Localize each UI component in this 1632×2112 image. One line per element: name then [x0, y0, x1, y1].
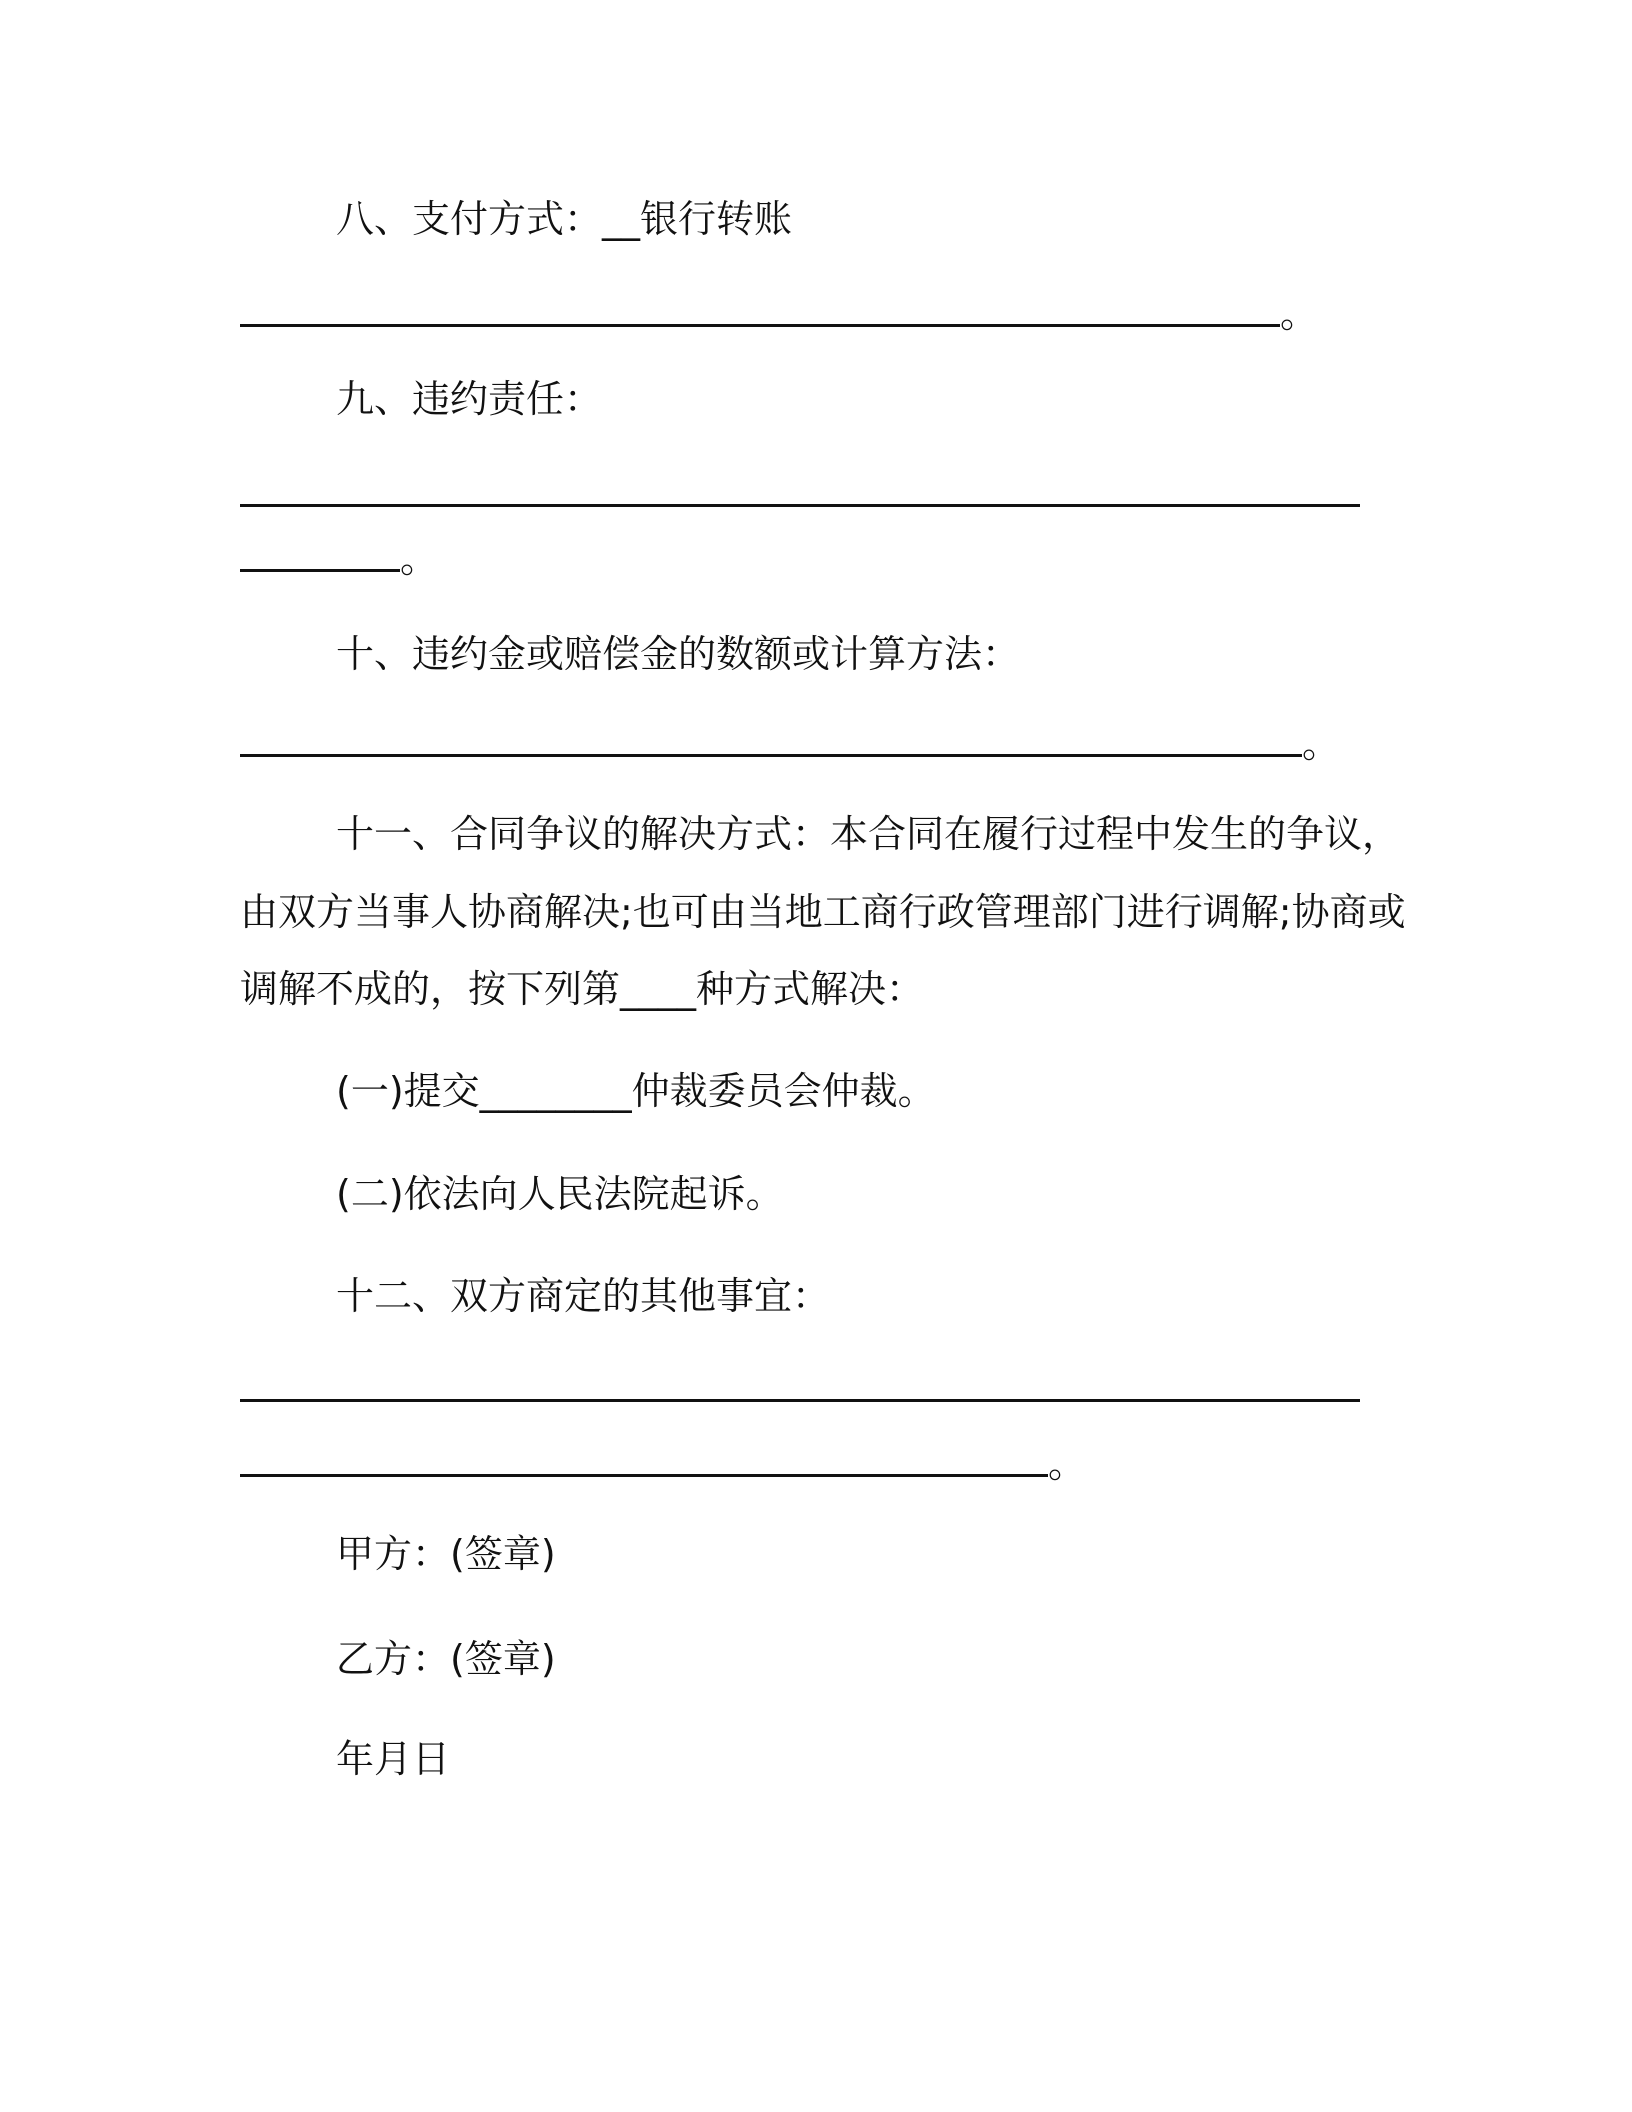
period-mark: 。	[1280, 292, 1319, 336]
clause-12-blank-line-2	[240, 1440, 1086, 1488]
fill-in-underline	[240, 1371, 1360, 1402]
clause-11-option-2: (二)依法向人民法院起诉。	[336, 1172, 784, 1216]
fill-in-underline	[240, 1446, 1048, 1477]
period-mark: 。	[400, 537, 439, 581]
clause-10-penalty-calculation: 十、违约金或赔偿金的数额或计算方法：	[336, 632, 1021, 676]
clause-11-line-3: 调解不成的，按下列第____种方式解决：	[240, 967, 925, 1011]
period-mark: 。	[1302, 722, 1341, 766]
fill-in-underline	[240, 296, 1280, 327]
clause-12-other-matters: 十二、双方商定的其他事宜：	[336, 1274, 831, 1318]
clause-9-blank-line-2	[240, 535, 438, 583]
clause-8-payment-method: 八、支付方式：__银行转账	[336, 197, 793, 241]
period-mark: 。	[1048, 1442, 1087, 1486]
fill-in-underline	[240, 476, 1360, 507]
party-b-signature: 乙方：(签章)	[336, 1637, 556, 1681]
clause-9-liability: 九、违约责任：	[336, 377, 603, 421]
fill-in-underline	[240, 541, 400, 572]
party-a-signature: 甲方：(签章)	[336, 1532, 556, 1576]
clause-8-blank-line	[240, 290, 1318, 338]
clause-9-blank-line-1	[240, 470, 1360, 518]
clause-11-line-2: 由双方当事人协商解决;也可由当地工商行政管理部门进行调解;协商或	[240, 890, 1406, 934]
clause-11-line-1: 十一、合同争议的解决方式：本合同在履行过程中发生的争议，	[336, 812, 1401, 856]
clause-10-blank-line	[240, 720, 1340, 768]
clause-12-blank-line-1	[240, 1365, 1360, 1413]
signature-date: 年月日	[336, 1737, 451, 1781]
clause-11-option-1: (一)提交________仲裁委员会仲裁。	[336, 1069, 936, 1113]
fill-in-underline	[240, 726, 1302, 757]
